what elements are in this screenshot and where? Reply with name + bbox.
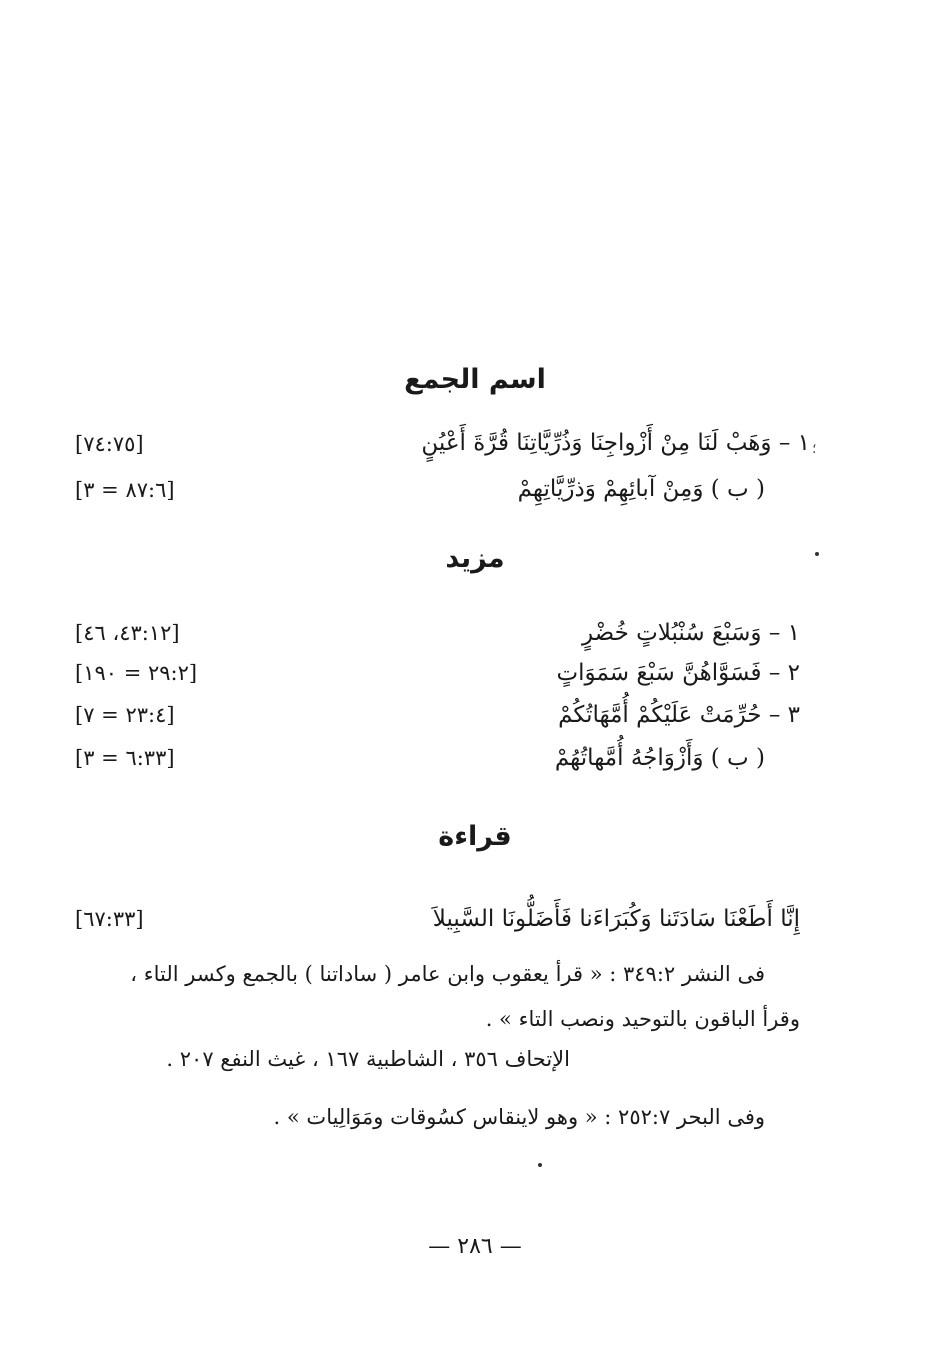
note-line: الإتحاف ٣٥٦ ، الشاطبية ١٦٧ ، غيث النفع ٢٠٧ . — [166, 1047, 570, 1071]
verse-reference: [٦٧:٣٣] — [75, 907, 144, 931]
section-title-ism-al-jam: اسم الجمع — [404, 364, 546, 395]
section-title-qiraa: قراءة — [438, 821, 512, 852]
verse-line: ١ – وَهَبْ لَنَا مِنْ أَزْواجِنَا وَذُرِّيَّاتِنَا قُرَّةَ أَعْيُنٍ — [421, 430, 810, 456]
note-line: وفى البحر ٢٥٢:٧ : « وهو لاينقاس كسُوقات ومَوَالِيات » . — [273, 1105, 765, 1129]
section-title-mazid: مزيد — [445, 543, 505, 574]
verse-reference: [٧٤:٧٥] — [75, 432, 144, 456]
verse-reference: [٢٩:٢ = ١٩٠] — [75, 661, 198, 685]
verse-line: ( ب ) وَأَزْوَاجُهُ أُمَّهاتُهُمْ — [554, 745, 765, 771]
verse-reference: [٢٣:٤ = ٧] — [75, 703, 175, 727]
margin-mark: ؛ — [812, 441, 817, 457]
verse-line: ( ب ) وَمِنْ آبائِهِمْ وَذرِّيَّاتِهِمْ — [517, 476, 765, 502]
verse-reference: [٤٣:١٢، ٤٦] — [75, 621, 180, 645]
note-line: فى النشر ٣٤٩:٢ : « قرأ يعقوب وابن عامر ( ساداتنا ) بالجمع وكسر التاء ، — [130, 962, 765, 986]
verse-line: ٢ – فَسَوَّاهُنَّ سَبْعَ سَمَوَاتٍ — [556, 660, 800, 686]
verse-line: إِنَّا أَطَعْنَا سَادَتَنا وَكُبَرَاءَنا فَأَضَلُّونَا السَّبِيلاَ — [432, 906, 800, 932]
verse-line: ١ – وَسَبْعَ سُنْبُلاتٍ خُضْرٍ — [581, 620, 800, 646]
verse-reference: [٨٧:٦ = ٣] — [75, 478, 175, 502]
verse-reference: [٦:٣٣ = ٣] — [75, 746, 175, 770]
stray-mark — [538, 1163, 542, 1167]
note-line: وقرأ الباقون بالتوحيد ونصب التاء » . — [485, 1007, 800, 1031]
verse-line: ٣ – حُرِّمَتْ عَلَيْكُمْ أُمَّهَاتُكُمْ — [558, 702, 800, 728]
page-number: — ٢٨٦ — — [428, 1234, 522, 1259]
